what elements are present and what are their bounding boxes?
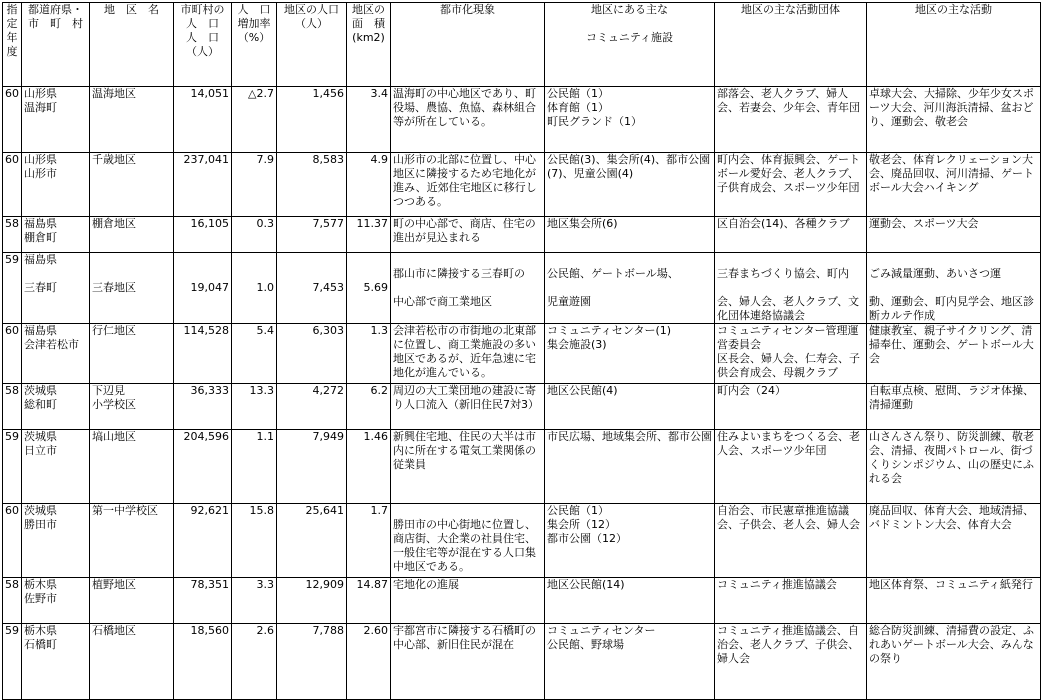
table-row xyxy=(3,504,1041,578)
cell-urbanization: 温海町の中心地区であり、町役場、農協、魚協、森林組合等が所在している。 xyxy=(391,87,545,153)
cell-municipality: 山形県 山形市 xyxy=(22,153,90,217)
cell-growth: 5.4 xyxy=(232,324,277,384)
header-urbanization: 都市化現象 xyxy=(391,3,545,87)
cell-municipality: 栃木県 佐野市 xyxy=(22,578,90,624)
header-district-name: 地 区 名 xyxy=(90,3,174,87)
cell-city-pop: 78,351 xyxy=(174,578,232,624)
cell-activities: 山さんさん祭り、防災訓練、敬老会、清掃、夜間パトロール、街づくりシンポジウム、山の歴史にふれる会 xyxy=(867,430,1041,504)
cell-activities: 廃品回収、体育大会、地域清掃、バドミントン大会、体育大会 xyxy=(867,504,1041,578)
cell-activities: 敬老会、体育レクリェーション大会、廃品回収、河川清掃、ゲートボール大会ハイキング xyxy=(867,153,1041,217)
table-row xyxy=(3,384,1041,430)
cell-activities: 自転車点検、慰問、ラジオ体操、清掃運動 xyxy=(867,384,1041,430)
cell-facilities: コミュニティセンター(1) 集会施設(3) xyxy=(545,324,715,384)
cell-facilities: 公民館（1） 体育館（1） 町民グランド（1） xyxy=(545,87,715,153)
cell-district-pop: 7,577 xyxy=(277,217,347,253)
cell-urbanization: 宇都宮市に隣接する石橋町の中心部、新旧住民が混在 xyxy=(391,624,545,700)
cell-district-pop: 25,641 xyxy=(277,504,347,578)
header-area: 地区の 面 積 (km2) xyxy=(347,3,391,87)
cell-area: 5.69 xyxy=(347,253,391,324)
cell-district-pop: 1,456 xyxy=(277,87,347,153)
cell-city-pop: 92,621 xyxy=(174,504,232,578)
cell-facilities: コミュニティセンター 公民館、野球場 xyxy=(545,624,715,700)
cell-district: 下辺見 小学校区 xyxy=(90,384,174,430)
table-row xyxy=(3,153,1041,217)
cell-urbanization: 郡山市に隣接する三春町の 中心部で商工業地区 xyxy=(391,253,545,324)
cell-city-pop: 18,560 xyxy=(174,624,232,700)
cell-organizations: 区自治会(14)、各種クラブ xyxy=(715,217,867,253)
table-row xyxy=(3,253,1041,324)
cell-growth: △2.7 xyxy=(232,87,277,153)
cell-district-pop: 7,453 xyxy=(277,253,347,324)
cell-area: 1.46 xyxy=(347,430,391,504)
cell-urbanization: 山形市の北部に位置し、中心地区に隣接するため宅地化が進み、近郊住宅地区に移行しつつある。 xyxy=(391,153,545,217)
cell-year: 59 xyxy=(3,430,22,504)
cell-area: 4.9 xyxy=(347,153,391,217)
cell-facilities: 公民館(3)、集会所(4)、都市公園(7)、児童公園(4) xyxy=(545,153,715,217)
cell-city-pop: 237,041 xyxy=(174,153,232,217)
table-row xyxy=(3,217,1041,253)
cell-municipality: 福島県 会津若松市 xyxy=(22,324,90,384)
table-row xyxy=(3,624,1041,700)
header-activities: 地区の主な活動 xyxy=(867,3,1041,87)
cell-municipality: 茨城県 総和町 xyxy=(22,384,90,430)
cell-district: 千歳地区 xyxy=(90,153,174,217)
cell-district-pop: 7,788 xyxy=(277,624,347,700)
cell-district: 第一中学校区 xyxy=(90,504,174,578)
cell-activities: 健康教室、親子サイクリング、清掃奉仕、運動会、ゲートボール大会 xyxy=(867,324,1041,384)
cell-urbanization: 周辺の大工業団地の建設に寄り人口流入（新旧住民7対3） xyxy=(391,384,545,430)
cell-activities: 卓球大会、大掃除、少年少女スポーツ大会、河川海浜清掃、盆おどり、運動会、敬老会 xyxy=(867,87,1041,153)
cell-year: 60 xyxy=(3,324,22,384)
cell-district-pop: 12,909 xyxy=(277,578,347,624)
cell-area: 2.60 xyxy=(347,624,391,700)
cell-year: 58 xyxy=(3,578,22,624)
cell-area: 1.7 xyxy=(347,504,391,578)
cell-area: 6.2 xyxy=(347,384,391,430)
header-district-population: 地区の人口 （人） xyxy=(277,3,347,87)
cell-district: 植野地区 xyxy=(90,578,174,624)
cell-growth: 13.3 xyxy=(232,384,277,430)
cell-year: 60 xyxy=(3,504,22,578)
cell-facilities: 市民広場、地域集会所、都市公園 xyxy=(545,430,715,504)
cell-area: 11.37 xyxy=(347,217,391,253)
cell-year: 59 xyxy=(3,624,22,700)
cell-year: 60 xyxy=(3,87,22,153)
cell-area: 14.87 xyxy=(347,578,391,624)
cell-year: 58 xyxy=(3,384,22,430)
cell-district: 温海地区 xyxy=(90,87,174,153)
cell-year: 59 xyxy=(3,253,22,324)
table-row xyxy=(3,324,1041,384)
cell-growth: 7.9 xyxy=(232,153,277,217)
cell-growth: 1.1 xyxy=(232,430,277,504)
cell-city-pop: 19,047 xyxy=(174,253,232,324)
header-growth-rate: 人 口 増加率 （%） xyxy=(232,3,277,87)
cell-facilities: 公民館、ゲートボール場、 児童遊園 xyxy=(545,253,715,324)
cell-organizations: コミュニティ推進協議会、自治会、老人クラブ、子供会、婦人会 xyxy=(715,624,867,700)
table-row xyxy=(3,430,1041,504)
cell-organizations: 自治会、市民憲章推進協議会、子供会、老人会、婦人会 xyxy=(715,504,867,578)
cell-activities: 総合防災訓練、清掃費の設定、ふれあいゲートボール大会、みんなの祭り xyxy=(867,624,1041,700)
cell-activities: ごみ減量運動、あいさつ運 動、運動会、町内見学会、地区診断カルテ作成 xyxy=(867,253,1041,324)
cell-urbanization: 町の中心部で、商店、住宅の進出が見込まれる xyxy=(391,217,545,253)
cell-growth: 0.3 xyxy=(232,217,277,253)
cell-organizations: 町内会、体育振興会、ゲートボール愛好会、老人クラブ、子供育成会、スポーツ少年団 xyxy=(715,153,867,217)
cell-organizations: 部落会、老人クラブ、婦人会、若妻会、少年会、青年団 xyxy=(715,87,867,153)
cell-facilities: 公民館（1） 集会所（12） 都市公園（12） xyxy=(545,504,715,578)
cell-growth: 15.8 xyxy=(232,504,277,578)
cell-area: 3.4 xyxy=(347,87,391,153)
cell-organizations: コミュニティ推進協議会 xyxy=(715,578,867,624)
cell-district: 行仁地区 xyxy=(90,324,174,384)
header-organizations: 地区の主な活動団体 xyxy=(715,3,867,87)
cell-growth: 3.3 xyxy=(232,578,277,624)
cell-area: 1.3 xyxy=(347,324,391,384)
cell-district-pop: 7,949 xyxy=(277,430,347,504)
cell-organizations: 住みよいまちをつくる会、老人会、スポーツ少年団 xyxy=(715,430,867,504)
cell-facilities: 地区公民館(14) xyxy=(545,578,715,624)
cell-district: 三春地区 xyxy=(90,253,174,324)
cell-growth: 2.6 xyxy=(232,624,277,700)
cell-municipality: 福島県 三春町 xyxy=(22,253,90,324)
header-municipality: 都道府県・ 市 町 村 xyxy=(22,3,90,87)
cell-municipality: 茨城県 日立市 xyxy=(22,430,90,504)
cell-city-pop: 204,596 xyxy=(174,430,232,504)
cell-year: 58 xyxy=(3,217,22,253)
header-year: 指 定 年 度 xyxy=(3,3,22,87)
cell-organizations: コミュニティセンター管理運営委員会 区長会、婦人会、仁寿会、子供会育成会、母親クラブ xyxy=(715,324,867,384)
cell-urbanization: 勝田市の中心街地に位置し、商店街、大企業の社員住宅、一般住宅等が混在する人口集中地区である。 xyxy=(391,504,545,578)
table-row xyxy=(3,87,1041,153)
cell-district-pop: 8,583 xyxy=(277,153,347,217)
cell-municipality: 福島県 棚倉町 xyxy=(22,217,90,253)
cell-municipality: 栃木県 石橋町 xyxy=(22,624,90,700)
cell-city-pop: 14,051 xyxy=(174,87,232,153)
cell-district-pop: 6,303 xyxy=(277,324,347,384)
header-row xyxy=(3,3,1041,87)
cell-activities: 地区体育祭、コミュニティ紙発行 xyxy=(867,578,1041,624)
cell-organizations: 町内会（24） xyxy=(715,384,867,430)
cell-district: 棚倉地区 xyxy=(90,217,174,253)
cell-district: 塙山地区 xyxy=(90,430,174,504)
table-row xyxy=(3,578,1041,624)
cell-facilities: 地区集会所(6) xyxy=(545,217,715,253)
cell-facilities: 地区公民館(4) xyxy=(545,384,715,430)
header-city-population: 市町村の人 口 人 口 （人） xyxy=(174,3,232,87)
cell-activities: 運動会、スポーツ大会 xyxy=(867,217,1041,253)
cell-city-pop: 36,333 xyxy=(174,384,232,430)
cell-city-pop: 114,528 xyxy=(174,324,232,384)
cell-district-pop: 4,272 xyxy=(277,384,347,430)
cell-municipality: 茨城県 勝田市 xyxy=(22,504,90,578)
cell-urbanization: 宅地化の進展 xyxy=(391,578,545,624)
cell-district: 石橋地区 xyxy=(90,624,174,700)
cell-municipality: 山形県 温海町 xyxy=(22,87,90,153)
cell-growth: 1.0 xyxy=(232,253,277,324)
cell-year: 60 xyxy=(3,153,22,217)
cell-city-pop: 16,105 xyxy=(174,217,232,253)
cell-urbanization: 新興住宅地、住民の大半は市内に所在する電気工業関係の従業員 xyxy=(391,430,545,504)
header-facilities: 地区にある主な コミュニティ施設 xyxy=(545,3,715,87)
community-table xyxy=(2,2,1041,700)
cell-organizations: 三春まちづくり協会、町内 会、婦人会、老人クラブ、文化団体連絡協議会 xyxy=(715,253,867,324)
cell-urbanization: 会津若松市の市街地の北東部に位置し、商工業施設の多い地区であるが、近年急速に宅地化が進んでいる。 xyxy=(391,324,545,384)
